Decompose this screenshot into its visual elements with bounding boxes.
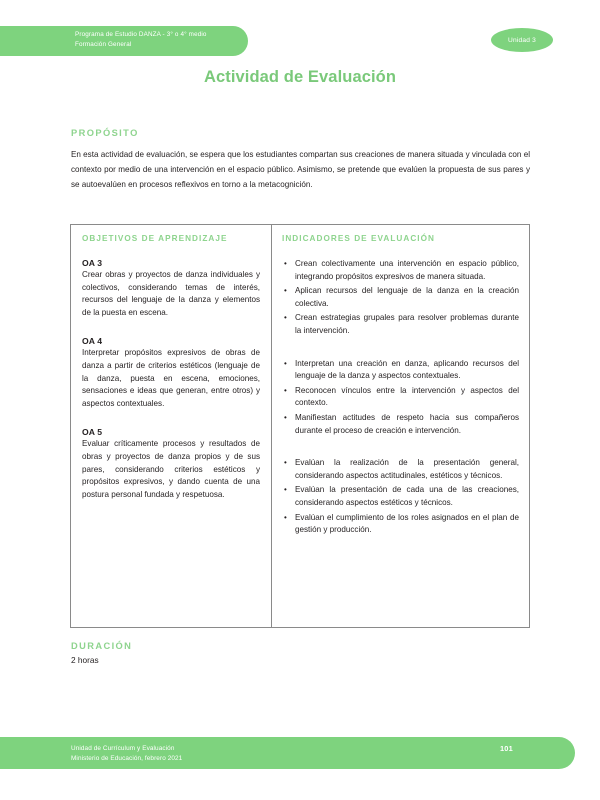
indicador-text: Interpretan una creación en danza, aplicando recursos del lenguaje de la danza y aspectos contextuales. [295,358,519,381]
indicador-text: Aplican recursos del lenguaje de la danza en la creación colectiva. [295,286,519,308]
page-number: 101 [500,744,513,753]
footer-line-2: Ministerio de Educación, febrero 2021 [71,754,183,762]
list-item [282,285,519,310]
bullet-icon: • [284,512,287,522]
bullet-icon: • [284,313,287,323]
proposito-heading: PROPÓSITO [71,128,139,138]
duracion-value: 2 horas [71,655,99,665]
objetivo-block [82,427,260,501]
unit-badge: Unidad 3 [491,28,553,52]
indicadores-column [272,225,529,627]
objetivo-code: OA 3 [82,258,103,268]
list-item [282,512,519,537]
indicador-text: Crean estrategias grupales para resolver problemas durante la intervención. [295,313,519,335]
program-line-1: Programa de Estudio DANZA - 3° o 4° medio [75,31,207,38]
bullet-icon: • [284,358,287,368]
indicador-group [282,358,519,438]
indicador-text: Evalúan la realización de la presentación general, considerando aspectos actitudinales, estéticos y técnicos. [295,458,519,480]
bullet-icon: • [284,412,287,422]
indicador-group [282,457,519,537]
indicador-text: Evalúan el cumplimiento de los roles asignados en el plan de gestión y producción. [295,512,519,535]
indicadores-column-header: INDICADORES DE EVALUACIÓN [282,234,436,243]
list-item [282,312,519,337]
list-item [282,457,519,482]
bullet-icon: • [284,458,287,468]
objetivos-indicadores-table [70,224,530,628]
objetivo-block [82,336,260,410]
objetivo-code: OA 5 [82,427,103,438]
bullet-icon: • [284,385,287,395]
footer-line-1: Unidad de Currículum y Evaluación [71,745,175,752]
proposito-text: En esta actividad de evaluación, se espera que los estudiantes compartan sus creaciones de manera situada y vinculada con el contexto por medio de una intervención en el espacio público. Asimismo, se pretende que evalúen la propuesta de sus pares y se autoevalúen en procesos reflexivos en torno a la metacognición. [71,150,530,189]
objetivos-column [71,225,272,627]
bullet-icon: • [284,286,287,296]
indicador-text: Crean colectivamente una intervención en espacio público, integrando propósitos expresivos de manera situada. [295,259,519,281]
objetivo-text: Evaluar críticamente procesos y resultados de obras y proyectos de danza propios y de sus pares, considerando criterios estéticos y propósitos expresivos, y dando cuenta de una postura personal fundada y respetuosa. [82,439,260,499]
list-item [282,484,519,509]
list-item [282,358,519,383]
list-item [282,258,519,283]
document-header-band [0,26,248,56]
list-item [282,412,519,437]
footer-text [71,744,182,763]
objetivo-code: OA 4 [82,336,103,347]
objetivos-column-header: OBJETIVOS DE APRENDIZAJE [82,234,228,243]
duracion-heading: DURACIÓN [71,641,133,651]
indicador-text: Evalúan la presentación de cada una de las creaciones, considerando aspectos estéticos y técnicos. [295,485,519,507]
objetivo-text: Interpretar propósitos expresivos de obras de danza a partir de criterios estéticos (lenguaje de la danza, puesta en escena, emociones, sensaciones e ideas que generan, entre otros) y aspectos contextuales. [82,348,260,408]
program-line-2: Formación General [75,40,132,48]
objetivo-block [82,258,260,319]
page-title: Actividad de Evaluación [203,68,397,86]
indicador-group [282,258,519,338]
bullet-icon: • [284,259,287,268]
list-item [282,385,519,410]
indicador-text: Manifiestan actitudes de respeto hacia sus compañeros durante el proceso de creación e intervención. [295,412,519,435]
indicador-text: Reconocen vínculos entre la intervención y aspectos del contexto. [295,385,519,408]
objetivo-text: Crear obras y proyectos de danza individuales y colectivos, considerando temas de interés, recursos del lenguaje de la danza y elementos de la puesta en escena. [82,270,260,317]
bullet-icon: • [284,485,287,495]
